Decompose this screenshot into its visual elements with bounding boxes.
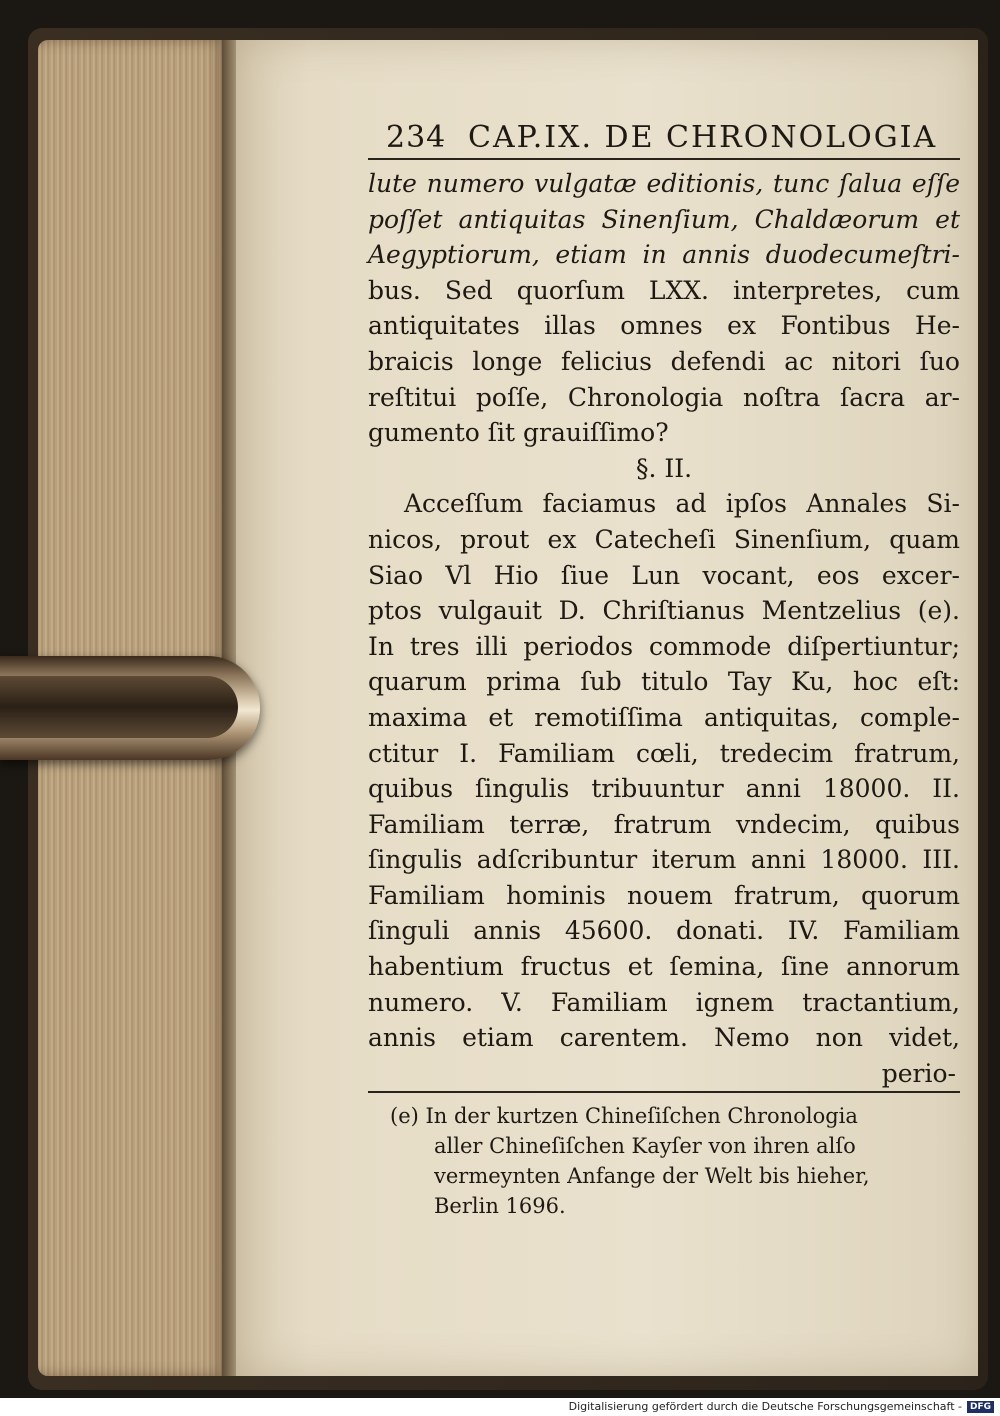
page-number: 234	[386, 120, 447, 155]
footnote	[368, 1101, 960, 1221]
text-line: In tres illi periodos commode diſpertiuntur;	[368, 631, 960, 661]
text-line: maxima et remotiſſima antiquitas, comple-	[368, 702, 960, 732]
text-line: Siao Vl Hio ſiue Lun vocant, eos excer-	[368, 560, 960, 590]
text-line: bus. Sed quorſum LXX. interpretes, cum	[368, 275, 960, 305]
text-line: ſingulis adſcribuntur iterum anni 18000. III.	[368, 845, 960, 875]
text-line: Familiam terræ, fratrum vndecim, quibus	[368, 809, 960, 839]
text-line: quibus ſingulis tribuuntur anni 18000. II.	[368, 774, 960, 804]
text-line: ctitur I. Familiam cœli, tredecim fratrum,	[368, 738, 960, 768]
digitization-credit: Digitalisierung gefördert durch die Deutsche Forschungsgemeinschaft -	[568, 1400, 962, 1413]
text-line: habentium fructus et ſemina, ſine annorum	[368, 952, 960, 982]
digitization-footer	[0, 1398, 1000, 1416]
text-line: annis etiam carentem. Nemo non videt,	[368, 1023, 960, 1053]
text-line: gumento ſit grauiſſimo?	[368, 418, 669, 448]
footnote-line: (e) In der kurtzen Chineſiſchen Chronologia	[390, 1104, 858, 1129]
footnote-line: Berlin 1696.	[434, 1194, 566, 1219]
footnote-line: aller Chineſiſchen Kayſer von ihren alſo	[434, 1134, 856, 1159]
text-line: braicis longe felicius defendi ac nitori ſuo	[368, 346, 960, 376]
dfg-logo: DFG	[967, 1401, 994, 1413]
catchword: perio-	[368, 1056, 960, 1094]
text-line: quarum prima ſub titulo Tay Ku, hoc eſt:	[368, 667, 960, 697]
text-line: poſſet antiquitas Sinenſium, Chaldæorum et	[368, 204, 960, 234]
text-line: antiquitates illas omnes ex Fontibus He-	[368, 311, 960, 341]
book-clamp-slot	[0, 676, 238, 738]
running-title: CAP.IX. DE CHRONOLOGIA	[468, 120, 938, 155]
text-line: reſtitui poſſe, Chronologia noſtra ſacra ar-	[368, 382, 960, 412]
text-line: Aegyptiorum, etiam in annis duodecumeſtri-	[368, 240, 960, 270]
text-line: ſinguli annis 45600. donati. IV. Familiam	[368, 916, 960, 946]
text-line: numero. V. Familiam ignem tractantium,	[368, 987, 960, 1017]
text-line: ptos vulgauit D. Chriſtianus Mentzelius (e).	[368, 596, 960, 626]
text-line: Acceſſum faciamus ad ipſos Annales Si-	[404, 489, 960, 519]
page-header	[368, 112, 960, 160]
page-text	[368, 112, 960, 1221]
text-line: lute numero vulgatæ editionis, tunc ſalua eſſe	[368, 169, 960, 198]
text-line: nicos, prout ex Catecheſi Sinenſium, quam	[368, 524, 960, 554]
section-heading: §. II.	[635, 453, 693, 483]
book-clamp	[0, 656, 260, 760]
text-line: Familiam hominis nouem fratrum, quorum	[368, 880, 960, 910]
footnote-line: vermeynten Anfange der Welt bis hieher,	[434, 1164, 870, 1189]
body-text	[368, 166, 960, 1093]
